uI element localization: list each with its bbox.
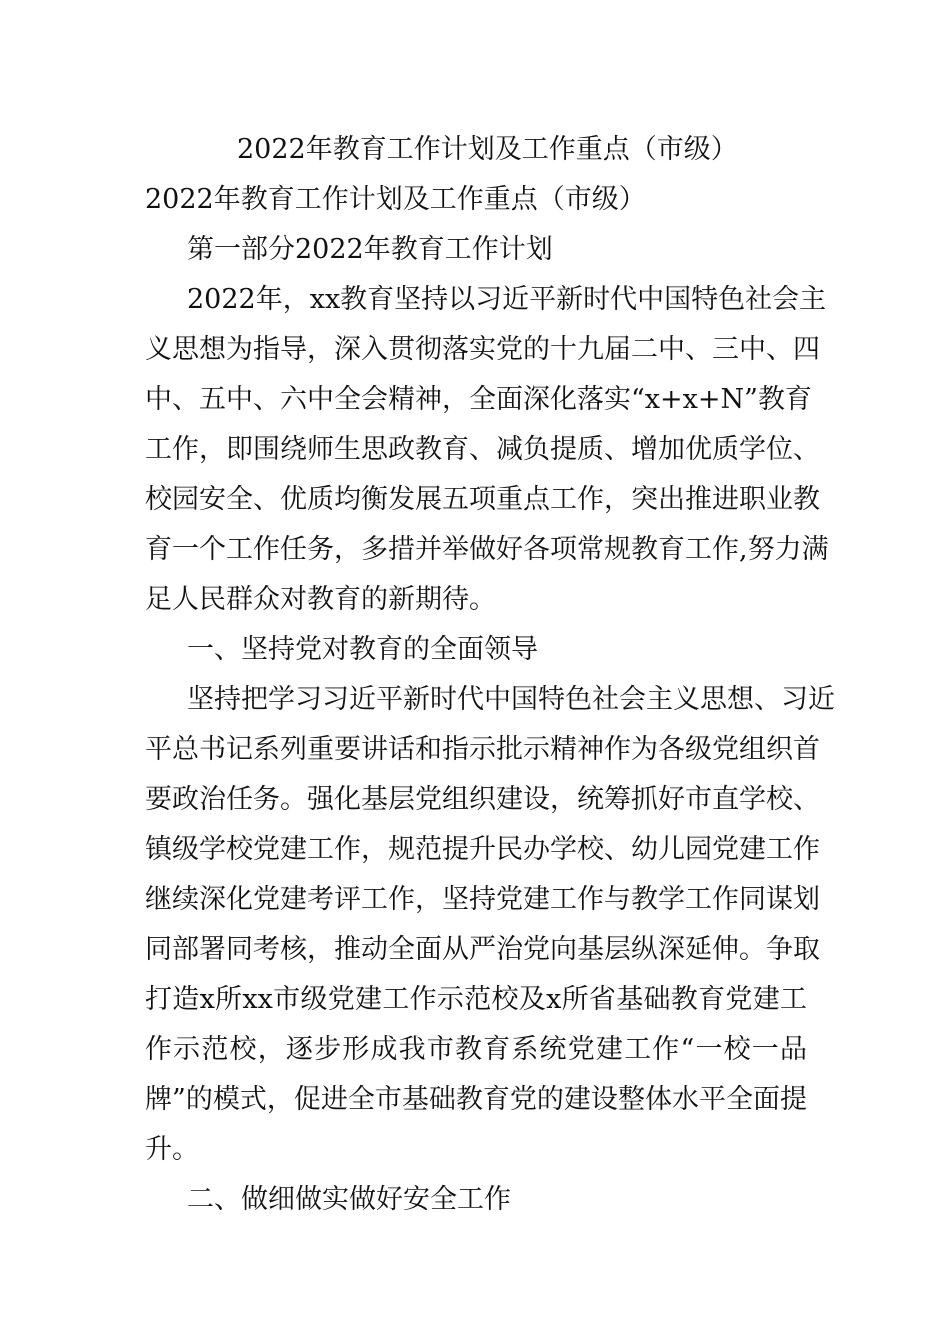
paragraph-line: 足人民群众对教育的新期待。: [145, 584, 496, 615]
paragraph-line: 平总书记系列重要讲话和指示批示精神作为各级党组织首: [145, 734, 820, 765]
paragraph-line: 继续深化党建考评工作，坚持党建工作与教学工作同谋划: [145, 884, 820, 915]
intro-paragraph: [145, 275, 829, 625]
paragraph-line: 牌”的模式，促进全市基础教育党的建设整体水平全面提: [145, 1084, 807, 1115]
part-heading: 第一部分2022年教育工作计划: [187, 234, 553, 265]
paragraph-line: 作示范校，逐步形成我市教育系统党建工作“一校一品: [145, 1034, 807, 1065]
section-heading: 一、坚持党对教育的全面领导: [187, 634, 538, 665]
paragraph-line: 打造x所xx市级党建工作示范校及x所省基础教育党建工: [145, 984, 807, 1015]
section1-paragraph: [145, 675, 835, 1175]
section-heading: 二、做细做实做好安全工作: [187, 1184, 511, 1215]
paragraph-line: 校园安全、优质均衡发展五项重点工作，突出推进职业教: [145, 484, 820, 515]
paragraph-line: 育一个工作任务，多措并举做好各项常规教育工作,努力满: [145, 534, 829, 565]
paragraph-line: 中、五中、六中全会精神，全面深化落实“x+x+N”教育: [145, 384, 812, 415]
document-page: [145, 125, 835, 1225]
document-title: 2022年教育工作计划及工作重点（市级）: [237, 134, 738, 165]
paragraph-line: 镇级学校党建工作，规范提升民办学校、幼儿园党建工作: [145, 834, 820, 865]
paragraph-line: 升。: [145, 1134, 199, 1165]
paragraph-line: 2022年，xx教育坚持以习近平新时代中国特色社会主: [187, 284, 827, 315]
paragraph-line: 工作，即围绕师生思政教育、减负提质、增加优质学位、: [145, 434, 820, 465]
paragraph-line: 坚持把学习习近平新时代中国特色社会主义思想、习近: [187, 684, 835, 715]
paragraph-line: 要政治任务。强化基层党组织建设，统筹抓好市直学校、: [145, 784, 820, 815]
paragraph-line: 义思想为指导，深入贯彻落实党的十九届二中、三中、四: [145, 334, 820, 365]
paragraph-line: 同部署同考核，推动全面从严治党向基层纵深延伸。争取: [145, 934, 820, 965]
document-subtitle: 2022年教育工作计划及工作重点（市级）: [145, 184, 646, 215]
